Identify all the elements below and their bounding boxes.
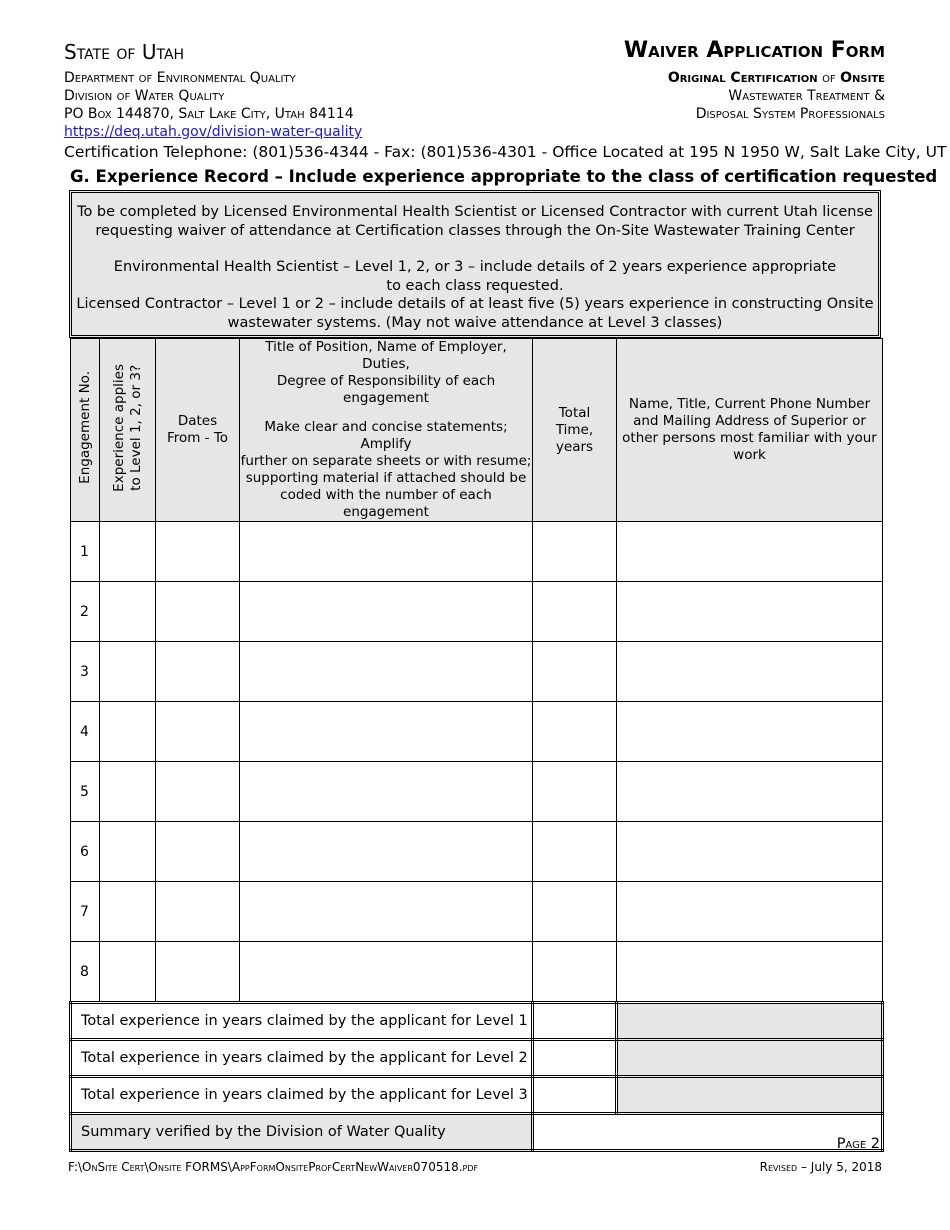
total-level2-input[interactable]	[533, 1040, 617, 1077]
mailing-address: PO Box 144870, Salt Lake City, Utah 84114	[64, 106, 354, 122]
table-row	[71, 522, 883, 582]
form-subtitle	[668, 69, 885, 123]
position-cell[interactable]	[240, 522, 533, 582]
contact-cell[interactable]	[617, 642, 883, 702]
table-row	[71, 822, 883, 882]
position-cell[interactable]	[240, 702, 533, 762]
col-engagement-header: Engagement No.	[71, 339, 100, 522]
contact-cell[interactable]	[617, 822, 883, 882]
total-level1-row	[71, 1003, 883, 1040]
engagement-number: 7	[71, 882, 100, 942]
engagement-number: 6	[71, 822, 100, 882]
dates-cell[interactable]	[156, 942, 240, 1003]
state-name: State of Utah	[64, 40, 185, 64]
level-cell[interactable]	[100, 762, 156, 822]
total-time-cell[interactable]	[533, 582, 617, 642]
file-path: F:\OnSite Cert\Onsite FORMS\AppFormOnsiteProfCertNewWaiver070518.pdf	[68, 1160, 479, 1174]
experience-table	[69, 338, 884, 1152]
page-number: Page 2	[836, 1136, 880, 1152]
table-row	[71, 582, 883, 642]
dates-cell[interactable]	[156, 762, 240, 822]
shaded-cell	[617, 1077, 883, 1114]
revised-date: – July 5, 2018	[797, 1160, 882, 1174]
contact-cell[interactable]	[617, 582, 883, 642]
total-time-cell[interactable]	[533, 762, 617, 822]
subtitle-bold-1: Original Certification	[667, 70, 818, 86]
instr-line-1: To be completed by Licensed Environmental Health Scientist or Licensed Contractor with current Utah license	[77, 204, 873, 220]
header-row	[71, 339, 883, 522]
level-cell[interactable]	[100, 522, 156, 582]
contact-line: Certification Telephone: (801)536-4344 - Fax: (801)536-4301 - Office Located at 195 N 1950 W, Salt Lake City, UT	[64, 143, 947, 161]
position-cell[interactable]	[240, 762, 533, 822]
total-level2-label: Total experience in years claimed by the applicant for Level 2	[71, 1040, 533, 1077]
dates-cell[interactable]	[156, 522, 240, 582]
dates-cell[interactable]	[156, 642, 240, 702]
total-level2-row	[71, 1040, 883, 1077]
department-name: Department of Environmental Quality	[64, 70, 296, 86]
shaded-cell	[617, 1040, 883, 1077]
form-title: Waiver Application Form	[623, 38, 885, 63]
engagement-number: 5	[71, 762, 100, 822]
subtitle-line-2: Wastewater Treatment &	[728, 88, 885, 104]
level-cell[interactable]	[100, 882, 156, 942]
instr-line-2: requesting waiver of attendance at Certification classes through the On-Site Wastewater Training Center	[95, 222, 855, 239]
subtitle-line-3: Disposal System Professionals	[695, 106, 885, 122]
table-row	[71, 762, 883, 822]
engagement-number: 4	[71, 702, 100, 762]
instr-line-3: Environmental Health Scientist – Level 1, 2, or 3 – include details of 2 years experience appropriate	[113, 259, 837, 275]
total-level3-row	[71, 1077, 883, 1114]
engagement-number: 3	[71, 642, 100, 702]
contact-cell[interactable]	[617, 942, 883, 1003]
total-level1-input[interactable]	[533, 1003, 617, 1040]
section-title: G. Experience Record – Include experience appropriate to the class of certification requested	[70, 167, 938, 186]
engagement-number: 2	[71, 582, 100, 642]
level-cell[interactable]	[100, 942, 156, 1003]
shaded-cell	[617, 1003, 883, 1040]
col-total-header: Total Time, years	[533, 339, 617, 522]
subtitle-bold-2: Onsite	[840, 70, 885, 86]
level-cell[interactable]	[100, 642, 156, 702]
contact-cell[interactable]	[617, 702, 883, 762]
instr-line-6: wastewater systems. (May not waive attendance at Level 3 classes)	[227, 314, 723, 331]
total-time-cell[interactable]	[533, 642, 617, 702]
dates-cell[interactable]	[156, 882, 240, 942]
table-row	[71, 642, 883, 702]
position-cell[interactable]	[240, 822, 533, 882]
instr-line-4: to each class requested.	[386, 277, 564, 294]
engagement-number: 8	[71, 942, 100, 1003]
agency-block	[64, 69, 362, 141]
revised-label: Revised	[759, 1160, 798, 1174]
contact-cell[interactable]	[617, 522, 883, 582]
table-row	[71, 882, 883, 942]
summary-input[interactable]	[533, 1114, 883, 1151]
table-row	[71, 942, 883, 1003]
total-level3-label: Total experience in years claimed by the applicant for Level 3	[71, 1077, 533, 1114]
engagement-number: 1	[71, 522, 100, 582]
division-name: Division of Water Quality	[64, 88, 225, 104]
total-time-cell[interactable]	[533, 942, 617, 1003]
table-row	[71, 702, 883, 762]
website-link[interactable]: https://deq.utah.gov/division-water-quality	[64, 124, 363, 140]
dates-cell[interactable]	[156, 822, 240, 882]
summary-row	[71, 1114, 883, 1151]
col-title-header: Title of Position, Name of Employer, Duties, Degree of Responsibility of each engagement Make clear and concise statements; Amplify further on separate sheets or with resume; supporting material if attached should be coded with the number of each engagement	[240, 339, 532, 520]
level-cell[interactable]	[100, 822, 156, 882]
subtitle-of: of	[822, 70, 836, 86]
dates-cell[interactable]	[156, 702, 240, 762]
position-cell[interactable]	[240, 642, 533, 702]
total-time-cell[interactable]	[533, 882, 617, 942]
level-cell[interactable]	[100, 702, 156, 762]
contact-cell[interactable]	[617, 882, 883, 942]
position-cell[interactable]	[240, 942, 533, 1003]
position-cell[interactable]	[240, 582, 533, 642]
col-experience-header: Experience applies to Level 1, 2, or 3?	[100, 339, 156, 522]
col-contact-header: Name, Title, Current Phone Number and Mailing Address of Superior or other persons most familiar with your work	[617, 339, 883, 522]
total-level3-input[interactable]	[533, 1077, 617, 1114]
instr-line-5: Licensed Contractor – Level 1 or 2 – include details of at least five (5) years experience in constructing Onsite	[76, 296, 874, 312]
total-time-cell[interactable]	[533, 822, 617, 882]
total-time-cell[interactable]	[533, 702, 617, 762]
dates-cell[interactable]	[156, 582, 240, 642]
col-dates-header: Dates From - To	[156, 339, 240, 522]
total-level1-label: Total experience in years claimed by the applicant for Level 1	[71, 1003, 533, 1040]
instructions-box	[69, 190, 881, 338]
total-time-cell[interactable]	[533, 522, 617, 582]
position-cell[interactable]	[240, 882, 533, 942]
revision-date	[760, 1160, 882, 1174]
contact-cell[interactable]	[617, 762, 883, 822]
summary-label: Summary verified by the Division of Water Quality	[71, 1114, 533, 1151]
level-cell[interactable]	[100, 582, 156, 642]
